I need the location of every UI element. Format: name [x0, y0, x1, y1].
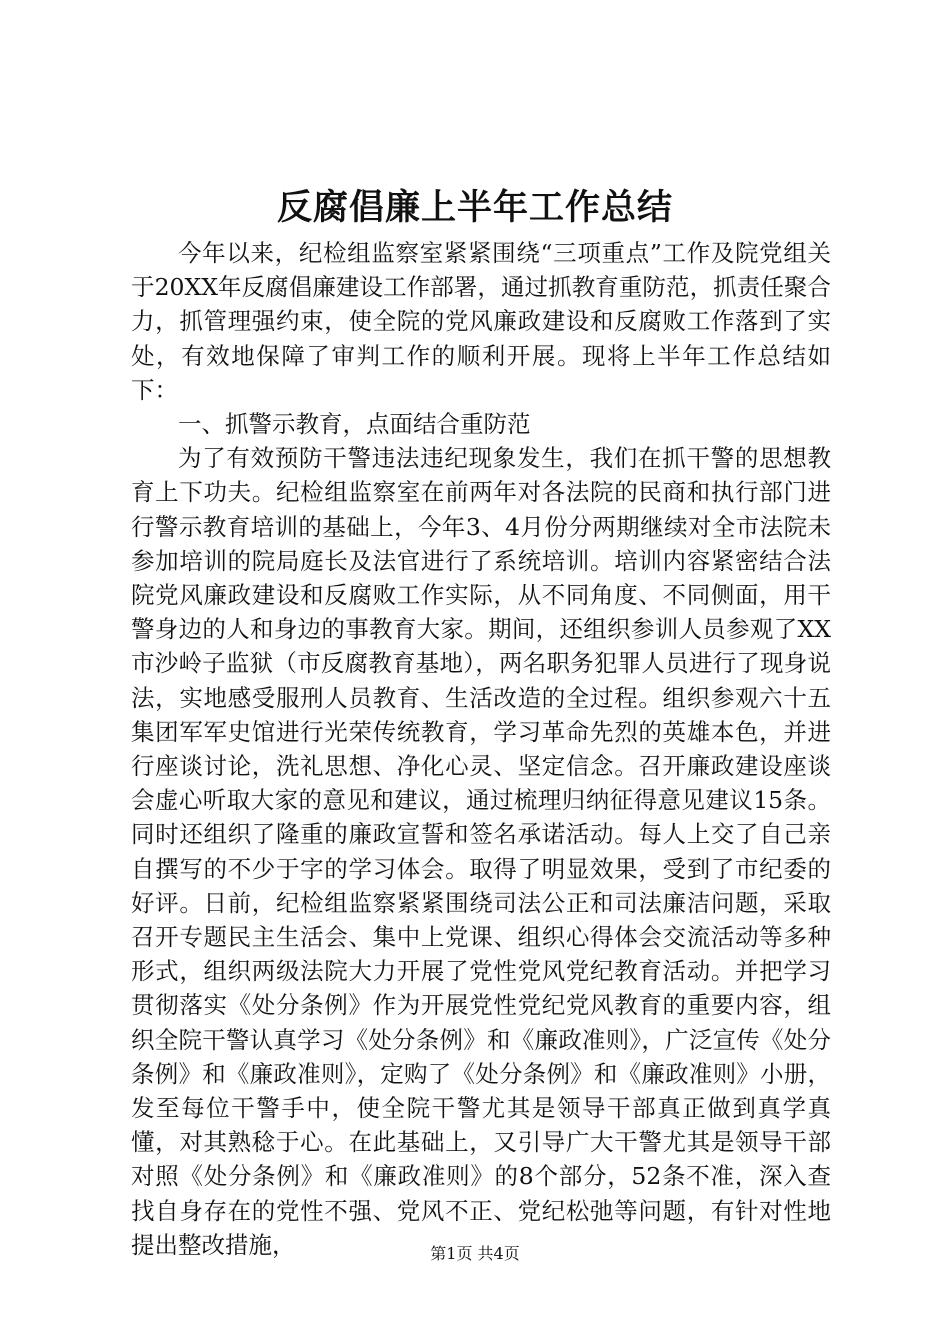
document-title: 反腐倡廉上半年工作总结 — [276, 187, 673, 228]
document-body — [131, 236, 831, 1262]
section-heading-1: 一、抓警示教育，点面结合重防范 — [178, 410, 531, 439]
page-number: 第1页 共4页 — [430, 1244, 520, 1263]
paragraph-section-1: 为了有效预防干警违法违纪现象发生，我们在抓干警的思想教育上下功夫。纪检组监察室在前两年对各法院的民商和执行部门进行警示教育培训的基础上，今年3、4月份分两期继续对全市法院未参加培训的院局庭长及法官进行了系统培训。培训内容紧密结合法院党风廉政建设和反腐败工作实际，从不同角度、不同侧面，用干警身边的人和身边的事教育大家。期间，还组织参训人员参观了XX市沙岭子监狱（市反腐教育基地），两名职务犯罪人员进行了现身说法，实地感受服刑人员教育、生活改造的全过程。组织参观六十五集团军军史馆进行光荣传统教育，学习革命先烈的英雄本色，并进行座谈讨论，洗礼思想、净化心灵、坚定信念。召开廉政建设座谈会虚心听取大家的意见和建议，通过梳理归纳征得意见建议15条。同时还组织了隆重的廉政宣誓和签名承诺活动。每人上交了自己亲自撰写的不少于字的学习体会。取得了明显效果，受到了市纪委的好评。日前，纪检组监察紧紧围绕司法公正和司法廉洁问题，采取召开专题民主生活会、集中上党课、组织心得体会交流活动等多种形式，组织两级法院大力开展了党性党风党纪教育活动。并把学习贯彻落实《处分条例》作为开展党性党纪党风教育的重要内容，组织全院干警认真学习《处分条例》和《廉政准则》，广泛宣传《处分条例》和《廉政准则》，定购了《处分条例》和《廉政准则》小册，发至每位干警手中，使全院干警尤其是领导干部真正做到真学真懂，对其熟稔于心。在此基础上，又引导广大干警尤其是领导干部对照《处分条例》和《廉政准则》的8个部分，52条不准，深入查找自身存在的党性不强、党风不正、党纪松弛等问题，有针对性地提出整改措施， — [131, 444, 831, 1259]
paragraph-intro: 今年以来，纪检组监察室紧紧围绕“三项重点”工作及院党组关于20XX年反腐倡廉建设工作部署，通过抓教育重防范，抓责任聚合力，抓管理强约束，使全院的党风廉政建设和反腐败工作落到了实处，有效地保障了审判工作的顺利开展。现将上半年工作总结如下： — [131, 239, 831, 404]
